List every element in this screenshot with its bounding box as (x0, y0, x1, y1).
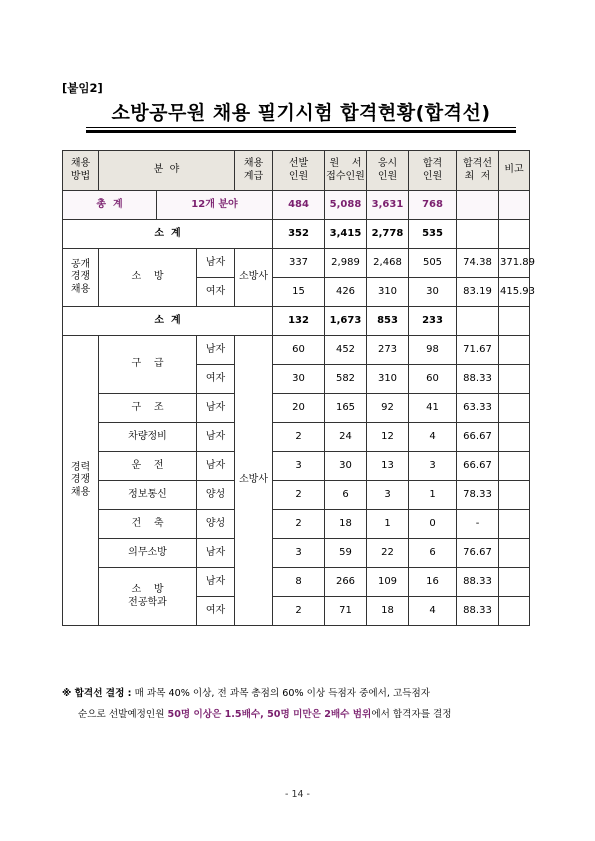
field-driving: 운 전 (99, 452, 197, 481)
header-note: 비고 (499, 151, 530, 191)
table-row (63, 249, 530, 278)
passed-cell: 60 (409, 365, 457, 394)
total-label: 총 계 (63, 191, 157, 220)
note-cell (499, 539, 530, 568)
note-cell: 415.93 (499, 278, 530, 307)
note-cell: 371.89 (499, 249, 530, 278)
selected-cell: 2 (273, 597, 325, 626)
open-subtotal-selected: 352 (273, 220, 325, 249)
page-number: - 14 - (285, 789, 310, 800)
taken-cell: 310 (367, 278, 409, 307)
gender-cell: 남자 (197, 394, 235, 423)
table-row (63, 452, 530, 481)
results-table (62, 150, 535, 626)
applied-cell: 266 (325, 568, 367, 597)
field-medical: 의무소방 (99, 539, 197, 568)
note-cell (499, 568, 530, 597)
taken-cell: 1 (367, 510, 409, 539)
table-row (63, 510, 530, 539)
table-row (63, 423, 530, 452)
header-method: 채용 방법 (63, 151, 99, 191)
total-passed: 768 (409, 191, 457, 220)
open-subtotal-row (63, 220, 530, 249)
passed-cell: 30 (409, 278, 457, 307)
gender-cell: 남자 (197, 336, 235, 365)
cutoff-cell: 76.67 (457, 539, 499, 568)
gender-cell: 양성 (197, 510, 235, 539)
note-cell (499, 510, 530, 539)
career-subtotal-passed: 233 (409, 307, 457, 336)
taken-cell: 13 (367, 452, 409, 481)
open-subtotal-applied: 3,415 (325, 220, 367, 249)
taken-cell: 2,468 (367, 249, 409, 278)
taken-cell: 92 (367, 394, 409, 423)
note-cell (499, 423, 530, 452)
selected-cell: 20 (273, 394, 325, 423)
title-block (82, 98, 520, 138)
header-cutoff: 합격선 최 저 (457, 151, 499, 191)
career-method: 경력 경쟁 채용 (63, 336, 99, 626)
gender-cell: 남자 (197, 539, 235, 568)
applied-cell: 6 (325, 481, 367, 510)
header-passed: 합격 인원 (409, 151, 457, 191)
selected-cell: 2 (273, 510, 325, 539)
table-row (63, 481, 530, 510)
open-method: 공개 경쟁 채용 (63, 249, 99, 307)
field-vehicle: 차량정비 (99, 423, 197, 452)
selected-cell: 3 (273, 539, 325, 568)
note-cell (499, 597, 530, 626)
gender-cell: 남자 (197, 249, 235, 278)
header-field: 분 야 (99, 151, 235, 191)
taken-cell: 273 (367, 336, 409, 365)
open-grade: 소방사 (235, 249, 273, 307)
header-selected: 선발 인원 (273, 151, 325, 191)
gender-cell: 여자 (197, 597, 235, 626)
passed-cell: 1 (409, 481, 457, 510)
total-row (63, 191, 530, 220)
field-gujo: 구 조 (99, 394, 197, 423)
taken-cell: 18 (367, 597, 409, 626)
cutoff-cell: 63.33 (457, 394, 499, 423)
applied-cell: 30 (325, 452, 367, 481)
career-subtotal-row (63, 307, 530, 336)
applied-cell: 18 (325, 510, 367, 539)
selected-cell: 2 (273, 481, 325, 510)
selected-cell: 2 (273, 423, 325, 452)
note-cell (499, 452, 530, 481)
passed-cell: 41 (409, 394, 457, 423)
gender-cell: 여자 (197, 278, 235, 307)
note-cell (499, 481, 530, 510)
page-title: 소방공무원 채용 필기시험 합격현황(합격선) (111, 102, 491, 124)
career-subtotal-selected: 132 (273, 307, 325, 336)
field-gugeup: 구 급 (99, 336, 197, 394)
field-building: 건 축 (99, 510, 197, 539)
cutoff-cell: 88.33 (457, 597, 499, 626)
applied-cell: 24 (325, 423, 367, 452)
cutoff-cell: 66.67 (457, 452, 499, 481)
note-cell (499, 365, 530, 394)
table-row (63, 568, 530, 597)
applied-cell: 452 (325, 336, 367, 365)
field-fire-major: 소 방 전공학과 (99, 568, 197, 626)
gender-cell: 남자 (197, 452, 235, 481)
applied-cell: 426 (325, 278, 367, 307)
total-note (499, 191, 530, 220)
note-cell (499, 336, 530, 365)
gender-cell: 양성 (197, 481, 235, 510)
note-cell (499, 394, 530, 423)
title-underline-thin (86, 127, 516, 128)
applied-cell: 59 (325, 539, 367, 568)
note-line2-pre: 순으로 선발예정인원 (78, 709, 168, 720)
gender-cell: 남자 (197, 568, 235, 597)
selected-cell: 30 (273, 365, 325, 394)
selected-cell: 3 (273, 452, 325, 481)
gender-cell: 남자 (197, 423, 235, 452)
passed-cell: 4 (409, 423, 457, 452)
selected-cell: 337 (273, 249, 325, 278)
applied-cell: 71 (325, 597, 367, 626)
cutoff-cell: 88.33 (457, 365, 499, 394)
taken-cell: 310 (367, 365, 409, 394)
passed-cell: 4 (409, 597, 457, 626)
passed-cell: 16 (409, 568, 457, 597)
gender-cell: 여자 (197, 365, 235, 394)
cutoff-note (62, 683, 542, 725)
total-applied: 5,088 (325, 191, 367, 220)
cutoff-cell: - (457, 510, 499, 539)
note-line-2 (62, 704, 542, 725)
header-applied: 원 서 접수인원 (325, 151, 367, 191)
applied-cell: 582 (325, 365, 367, 394)
cutoff-cell: 88.33 (457, 568, 499, 597)
header-grade: 채용 계급 (235, 151, 273, 191)
cutoff-cell: 78.33 (457, 481, 499, 510)
field-it: 정보통신 (99, 481, 197, 510)
table-row (63, 394, 530, 423)
cutoff-cell: 74.38 (457, 249, 499, 278)
passed-cell: 6 (409, 539, 457, 568)
selected-cell: 15 (273, 278, 325, 307)
selected-cell: 8 (273, 568, 325, 597)
career-grade: 소방사 (235, 336, 273, 626)
taken-cell: 3 (367, 481, 409, 510)
passed-cell: 98 (409, 336, 457, 365)
open-field: 소 방 (99, 249, 197, 307)
career-subtotal-taken: 853 (367, 307, 409, 336)
open-subtotal-passed: 535 (409, 220, 457, 249)
header-taken: 응시 인원 (367, 151, 409, 191)
note-mark: ※ 합격선 결정 : (62, 688, 132, 699)
total-cutoff (457, 191, 499, 220)
passed-cell: 0 (409, 510, 457, 539)
taken-cell: 22 (367, 539, 409, 568)
taken-cell: 12 (367, 423, 409, 452)
applied-cell: 2,989 (325, 249, 367, 278)
open-subtotal-taken: 2,778 (367, 220, 409, 249)
taken-cell: 109 (367, 568, 409, 597)
career-subtotal-applied: 1,673 (325, 307, 367, 336)
cutoff-cell: 83.19 (457, 278, 499, 307)
open-subtotal-label: 소 계 (63, 220, 273, 249)
note-line2-post: 에서 합격자를 결정 (371, 709, 452, 720)
cutoff-cell: 66.67 (457, 423, 499, 452)
total-fields: 12개 분야 (157, 191, 273, 220)
selected-cell: 60 (273, 336, 325, 365)
table-row (63, 336, 530, 365)
attachment-label: [붙임2] (62, 81, 103, 95)
total-selected: 484 (273, 191, 325, 220)
passed-cell: 505 (409, 249, 457, 278)
applied-cell: 165 (325, 394, 367, 423)
cutoff-cell: 71.67 (457, 336, 499, 365)
note-highlight: 50명 이상은 1.5배수, 50명 미만은 2배수 범위 (167, 709, 372, 720)
note-line1-text: 매 과목 40% 이상, 전 과목 총점의 60% 이상 득점자 중에서, 고득점자 (134, 688, 431, 699)
note-line-1 (62, 683, 542, 704)
career-subtotal-label: 소 계 (63, 307, 273, 336)
table-header-row (63, 151, 530, 191)
total-taken: 3,631 (367, 191, 409, 220)
title-underline-thick (86, 130, 516, 133)
passed-cell: 3 (409, 452, 457, 481)
table-row (63, 539, 530, 568)
